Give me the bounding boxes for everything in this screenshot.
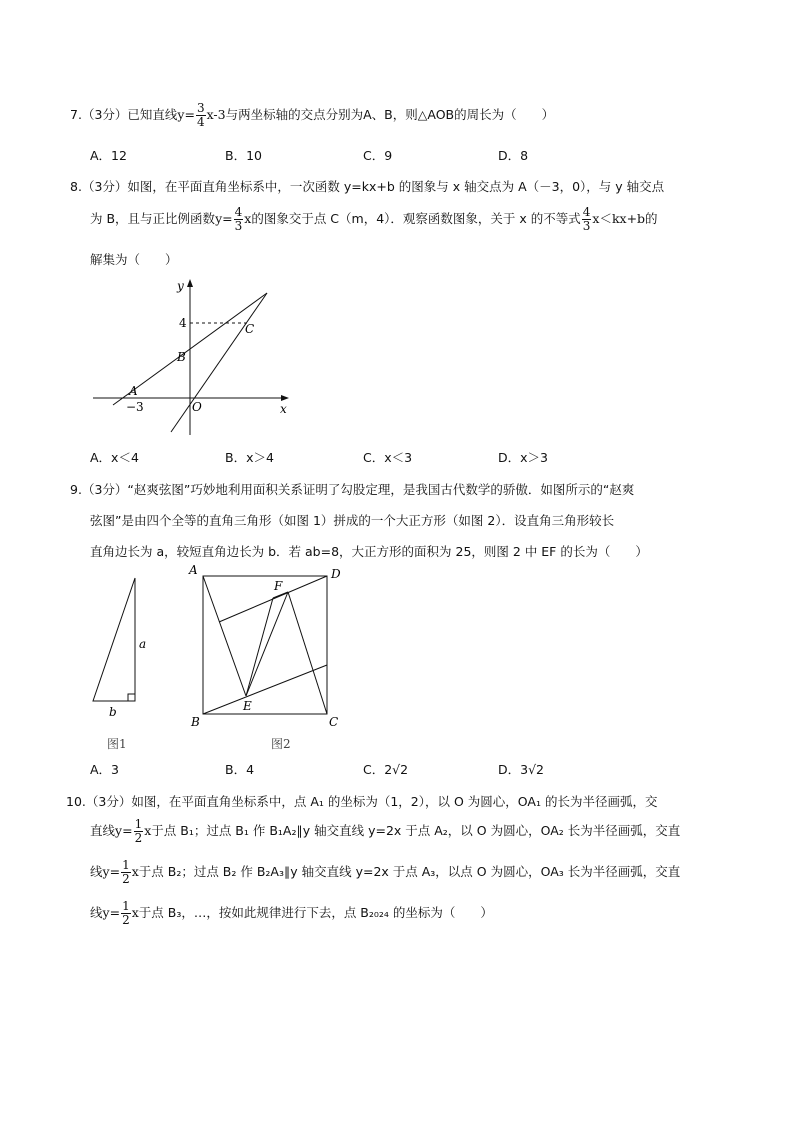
- q9-fig1-triangle: [93, 578, 135, 701]
- q8-option-c[interactable]: C．x＜3: [363, 450, 413, 465]
- question-10-line-3: [90, 857, 680, 887]
- q10-eq-y-2: y=: [102, 864, 121, 879]
- q9-fig2-label-c: C: [329, 715, 339, 729]
- q7-text-2: 与两坐标轴的交点分别为: [225, 107, 364, 122]
- question-9-line-3: 直角边长为 a，较短直角边长为 b．若 ab=8，大正方形的面积为 25，则图 2 中 EF 的长为（ ）: [90, 544, 648, 559]
- q9-fig2-label-e: E: [243, 699, 252, 713]
- q9-option-a[interactable]: A．3: [90, 762, 120, 777]
- q8-label-4: 4: [179, 316, 187, 330]
- q9-score: （3分）: [81, 482, 128, 497]
- q8-x-label: x: [280, 402, 287, 416]
- question-8-line-1: [70, 177, 664, 195]
- q7-score: （3分）: [81, 107, 128, 122]
- q10-eq-y: y=: [115, 823, 133, 838]
- q8-fraction-1: $\frac{4}{3}$: [234, 205, 243, 233]
- q8-y-axis-arrow: [187, 279, 193, 287]
- q9-fig1-right-angle: [128, 694, 135, 701]
- q8-point-b: B: [177, 350, 186, 364]
- q10-text-3b: 于点 B₂；过点 B₂ 作 B₂A₃∥y 轴交直线 y=2x 于点 A₃，以点 O 为圆心，OA₃ 长为半径画弧，交直: [138, 864, 681, 879]
- q9-number: 9.: [70, 482, 82, 497]
- q8-origin-label: O: [192, 400, 202, 414]
- q7-eq-y: y=: [177, 107, 195, 122]
- q10-fraction-2: $\frac{1}{2}$: [122, 858, 130, 886]
- q8-y-label: y: [177, 279, 184, 293]
- q7-fraction: $\frac{3}{4}$: [196, 101, 205, 129]
- q8-text-2b: 的图象交于点 C（m，4）．观察函数图象，关于 x 的不等式: [251, 211, 581, 226]
- question-8-line-3: 解集为（ ）: [90, 252, 178, 267]
- question-9-line-2: 弦图”是由四个全等的直角三角形（如图 1）拼成的一个大正方形（如图 2）．设直角三角形较长: [90, 513, 615, 528]
- q10-text-2a: 直线: [90, 823, 116, 838]
- q9-option-c[interactable]: C．2√2: [363, 762, 409, 777]
- q10-text-2b: 于点 B₁；过点 B₁ 作 B₁A₂∥y 轴交直线 y=2x 于点 A₂，以 O 为圆心，OA₂ 长为半径画弧，交直: [151, 823, 681, 838]
- q7-option-a[interactable]: A．12: [90, 148, 127, 163]
- q10-text-4b: 于点 B₃，…，按如此规律进行下去，点 B₂₀₂₄ 的坐标为（ ）: [138, 905, 493, 920]
- question-9-line-1: [70, 480, 634, 498]
- question-7: [70, 101, 554, 129]
- q8-x-axis-arrow: [281, 395, 289, 401]
- q9-figure-2: [185, 562, 350, 757]
- q7-number: 7.: [70, 107, 82, 122]
- q7-option-c[interactable]: C．9: [363, 148, 393, 163]
- q9-fig2-label-b: B: [191, 715, 200, 729]
- q7-text-3: A、B，则△AOB的周长为（ ）: [363, 107, 555, 122]
- q8-option-d[interactable]: D．x＞3: [498, 450, 548, 465]
- q9-option-b[interactable]: B．4: [225, 762, 255, 777]
- q10-number: 10.: [66, 794, 86, 809]
- q9-fig1-caption: 图1: [107, 737, 127, 751]
- q10-text-3a: 线: [90, 864, 103, 879]
- q10-fraction-1: $\frac{1}{2}$: [134, 817, 143, 845]
- q10-text-1: 如图，在平面直角坐标系中，点 A₁ 的坐标为（1，2），以 O 为圆心，OA₁ 的长为半径画弧，交: [131, 794, 658, 809]
- q10-score: （3分）: [85, 794, 132, 809]
- q8-fraction-2: $\frac{4}{3}$: [582, 205, 591, 233]
- q10-eq-x: x: [144, 823, 152, 838]
- q8-point-c: C: [245, 322, 255, 336]
- q9-option-d[interactable]: D．3√2: [498, 762, 544, 777]
- q8-eq-y: y=: [215, 211, 233, 226]
- q8-graph: [85, 275, 300, 440]
- q10-eq-x-2: x: [131, 864, 139, 879]
- q9-fig1-label-a: a: [139, 637, 147, 651]
- q8-text-1: 如图，在平面直角坐标系中，一次函数 y=kx+b 的图象与 x 轴交点为 A（－3，0），与 y 轴交点: [127, 179, 665, 194]
- q9-fig2-line-c-f: [288, 592, 327, 714]
- q8-number: 8.: [70, 179, 82, 194]
- q7-eq-rest: x-3: [206, 107, 226, 122]
- q9-fig2-label-a: A: [189, 563, 198, 577]
- question-10-line-4: [90, 898, 493, 928]
- q8-text-2c: 的: [645, 211, 658, 226]
- q9-fig2-line-a-e: [203, 576, 246, 696]
- q8-label-neg3: −3: [126, 400, 144, 414]
- q9-fig2-line-b-ec: [203, 665, 327, 714]
- q9-fig2-label-d: D: [331, 567, 341, 581]
- q9-fig2-caption: 图2: [271, 737, 291, 751]
- question-10-line-2: [90, 816, 680, 846]
- q10-text-4a: 线: [90, 905, 103, 920]
- q7-option-b[interactable]: B．10: [225, 148, 262, 163]
- q8-option-b[interactable]: B．x＞4: [225, 450, 274, 465]
- q9-text-1: “赵爽弦图”巧妙地利用面积关系证明了勾股定理，是我国古代数学的骄傲．如图所示的“赵爽: [127, 482, 635, 497]
- q9-figure-1: [85, 568, 155, 753]
- q8-score: （3分）: [81, 179, 128, 194]
- q9-fig2-square: [203, 576, 327, 714]
- q9-fig1-label-b: b: [109, 705, 117, 719]
- q9-fig2-label-f: F: [274, 579, 283, 593]
- q8-inequality: x＜kx+b: [592, 211, 646, 226]
- q8-option-a[interactable]: A．x＜4: [90, 450, 139, 465]
- q10-eq-x-3: x: [131, 905, 139, 920]
- q8-text-2a: 为 B，且与正比例函数: [90, 211, 216, 226]
- q8-eq-x: x: [244, 211, 252, 226]
- question-10-line-1: [66, 792, 657, 810]
- q7-option-d[interactable]: D．8: [498, 148, 529, 163]
- q10-eq-y-3: y=: [102, 905, 121, 920]
- q7-text-1: 已知直线: [127, 107, 178, 122]
- q8-point-a: A: [129, 384, 138, 398]
- q9-fig2-line-e-fprime: [246, 598, 273, 696]
- q10-fraction-3: $\frac{1}{2}$: [122, 899, 130, 927]
- question-8-line-2: [90, 204, 658, 234]
